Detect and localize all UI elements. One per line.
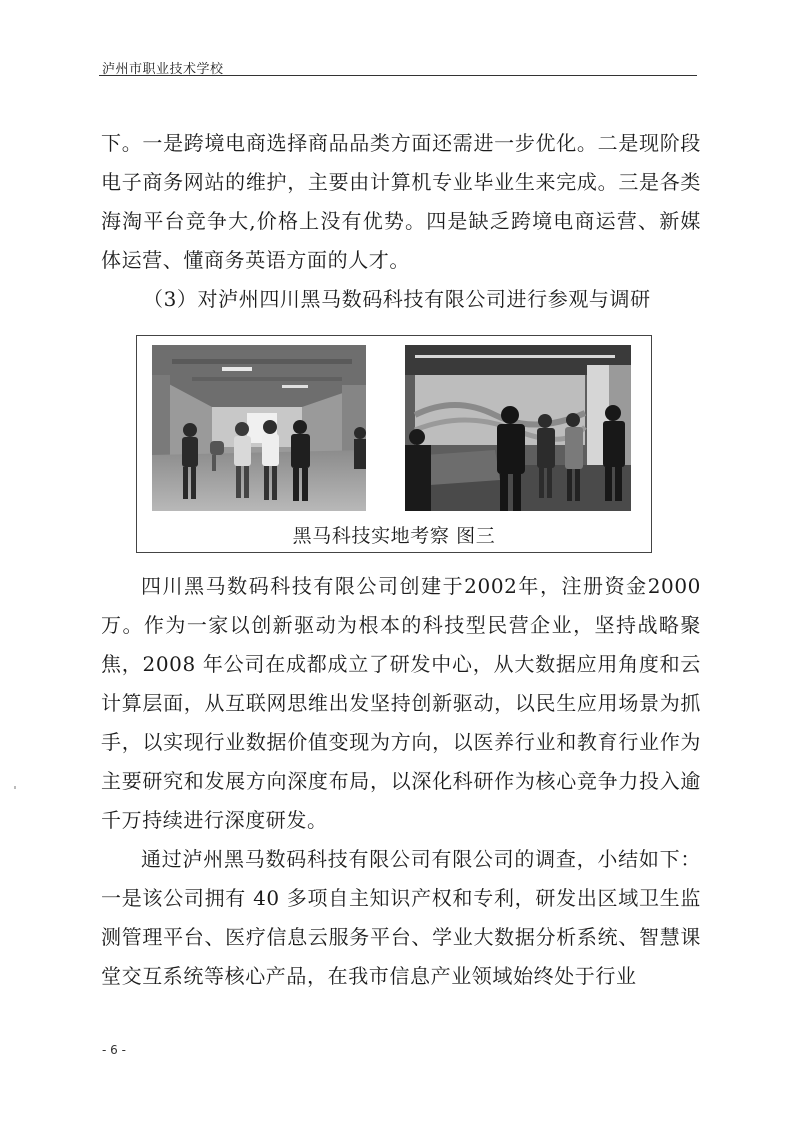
figure-frame [136, 335, 652, 553]
company-intro-paragraph: 四川黑马数码科技有限公司创建于2002年，注册资金2000万。作为一家以创新驱动为根本的科技型民营企业，坚持战略聚焦，2008 年公司在成都成立了研发中心，从大数据应用角度和云计算层面，从互联网思维出发坚持创新驱动，以民生应用场景为抓手，以实现行业数据价值变现为方向，以医养行业和教育行业作为主要研究和发展方向深度布局，以深化科研作为核心竞争力投入逾千万持续进行深度研发。 [101, 574, 701, 832]
survey-summary-paragraph: 通过泸州黑马数码科技有限公司有限公司的调查，小结如下：一是该公司拥有 40 多项自主知识产权和专利，研发出区域卫生监测管理平台、医疗信息云服务平台、学业大数据分析系统、智慧课堂交互系统等核心产品，在我市信息产业领域始终处于行业 [101, 847, 701, 988]
scan-artifact [14, 786, 16, 789]
header-divider [99, 75, 697, 76]
paragraph-continuation: 下。一是跨境电商选择商品品类方面还需进一步优化。二是现阶段电子商务网站的维护，主要由计算机专业毕业生来完成。三是各类海淘平台竞争大,价格上没有优势。四是缺乏跨境电商运营、新媒体运营、懂商务英语方面的人才。 [101, 131, 701, 272]
page-number: - 6 - [102, 1043, 126, 1057]
section-subheading: （3）对泸州四川黑马数码科技有限公司进行参观与调研 [143, 287, 651, 311]
header-school-name: 泸州市职业技术学校 [102, 62, 224, 77]
figure-caption: 黑马科技实地考察 图三 [292, 525, 496, 547]
parking-garage-visit-photo [152, 345, 366, 511]
exhibition-hall-visit-photo [405, 345, 631, 511]
body-text-top [101, 124, 701, 319]
body-text-bottom [101, 567, 701, 996]
